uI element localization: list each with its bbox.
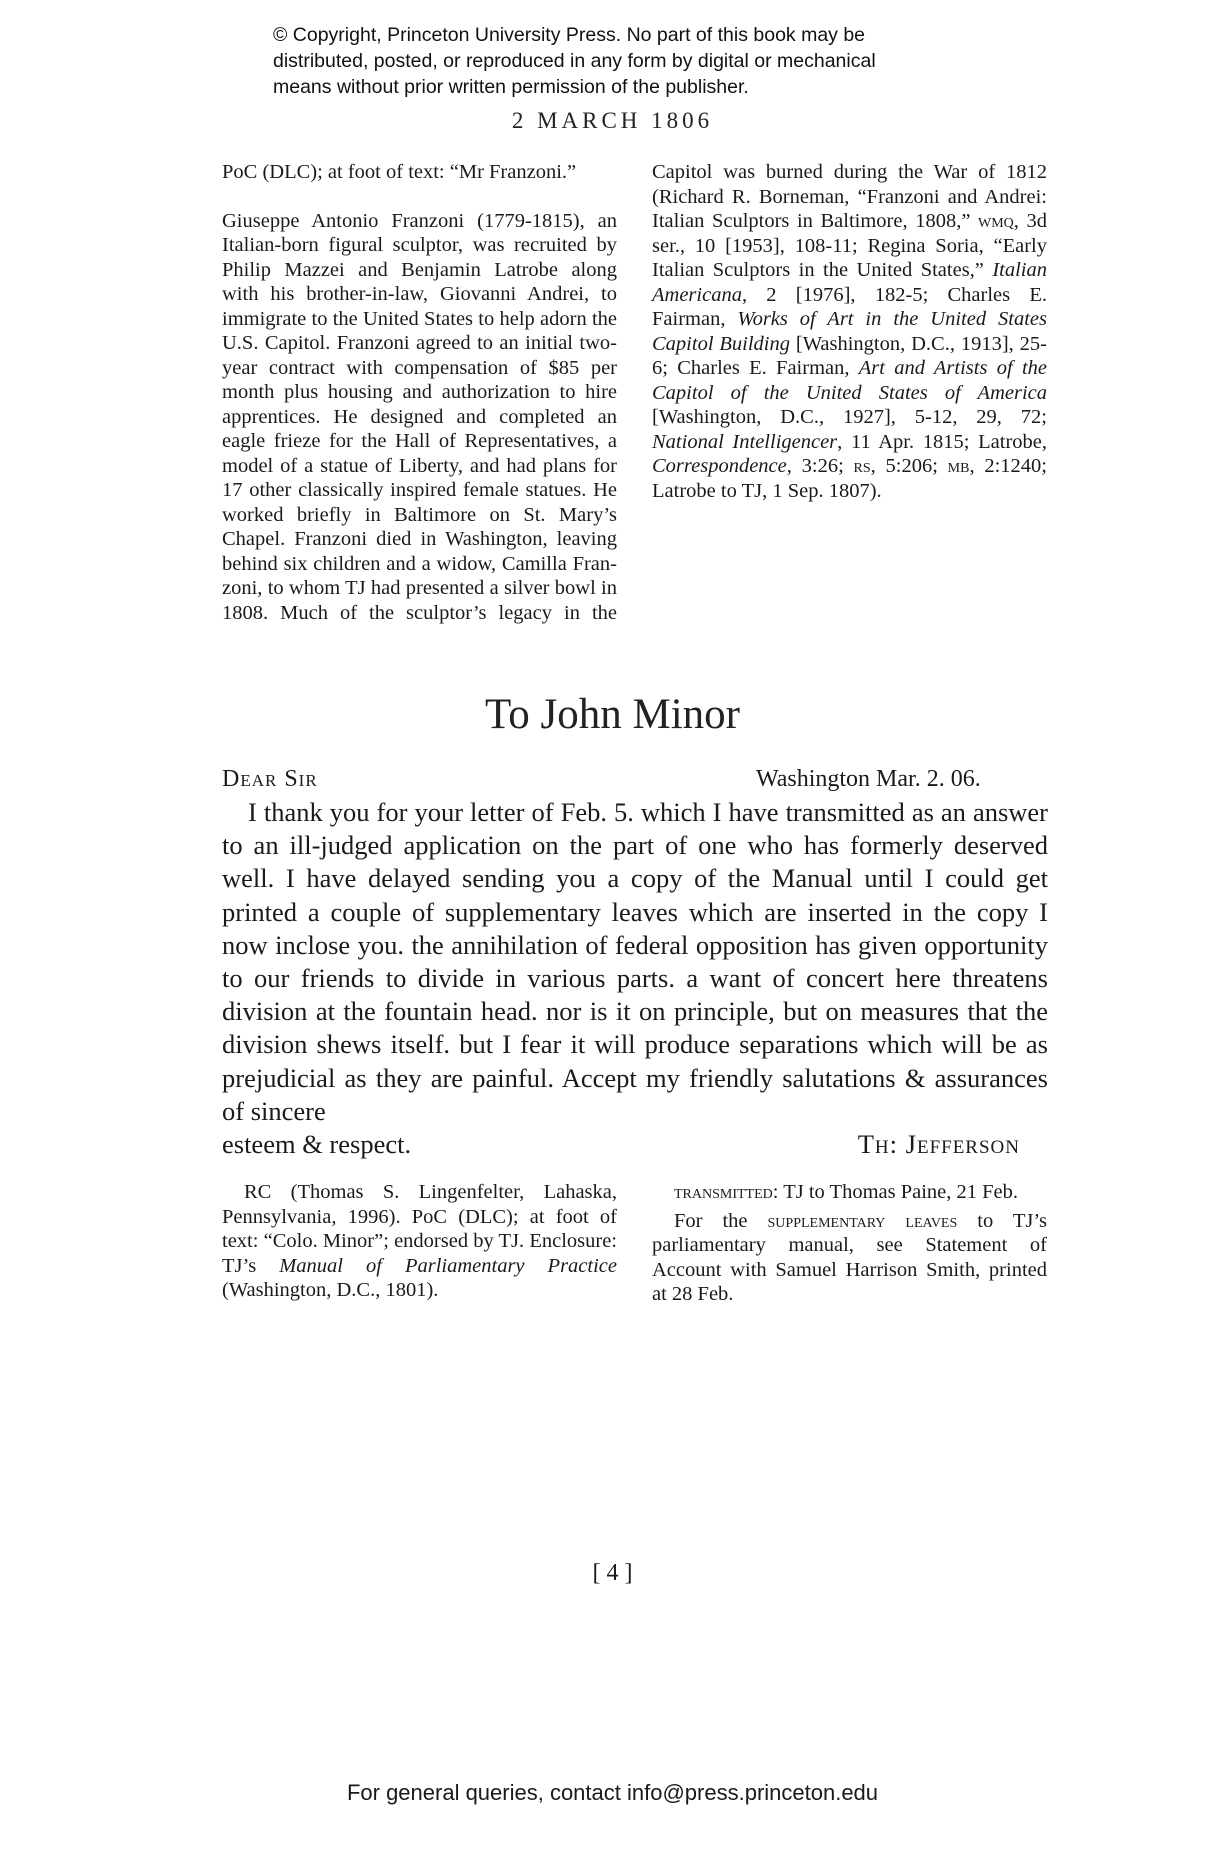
letter-closing: esteem & respect.	[222, 1129, 412, 1160]
bio-text-5: [Washington, D.C., 1927], 5-12, 29, 72;	[652, 406, 1047, 428]
bio-text-8: , 5:206;	[870, 455, 948, 477]
copyright-notice	[273, 22, 973, 100]
letter-salutation: Dear Sir	[222, 766, 318, 792]
letter-source-note	[222, 1180, 617, 1303]
source-text-1: RC (Thomas S. Lingenfelter, Lahaska, Pennsylvania, 1996). PoC (DLC); at foot of text: “Colo. Minor”; endorsed by TJ. Enclosure: TJ’s	[222, 1181, 617, 1277]
rs-abbrev: rs	[853, 455, 871, 477]
supplementary-note	[652, 1209, 1047, 1307]
transmitted-note	[652, 1180, 1047, 1205]
bio-text-1: Giuseppe Antonio Franzoni (1779-1815), an Italian-born figural sculptor, was recruited by Philip Mazzei and Benjamin Latrobe along with his brother-in-law, Giovanni Andrei, to immigrate to the United States to help adorn the U.S. Capitol. Franzoni agreed to an initial two-year contract with compensation of $85 per month plus housing and authorization to hire apprentices. He designed and completed an eagle frieze for the Hall of Representatives, a model of a statue of Liberty, and had plans for 17 other classically inspired female statues. He worked briefly in Baltimore on St. Mary’s Chapel. Franzoni died in Washington, leaving behind six children and a widow, Camilla Franzoni, to whom TJ had presented a silver bowl in 1808. Much of the sculptor’s legacy in the Capitol was burned during the War of 1812 (Richard R. Borneman, “Franzoni and Andrei: Italian Sculptors in Baltimore, 1808,”	[222, 161, 1047, 624]
correspondence-title: Correspondence	[652, 455, 787, 477]
copyright-line-3: means without prior written permission of the publisher.	[273, 76, 749, 98]
national-intelligencer-title: National Intelligencer	[652, 430, 838, 453]
manual-title: Manual of Parliamentary Practice	[279, 1254, 617, 1277]
source-text-2: (Washington, D.C., 1801).	[222, 1279, 439, 1301]
bio-text-6: , 11 Apr. 1815; Latrobe,	[837, 430, 1048, 453]
supp-label: supplementary leaves	[767, 1209, 958, 1232]
art-and-artists-title: Art and Artists of the Capitol of the United States of America	[652, 357, 1048, 404]
page-number: [ 4 ]	[592, 1560, 633, 1586]
bio-text-2: , 3d ser., 10 [1953], 108-11; Regina Soria, “Early Italian Sculptors in the United States,”	[652, 210, 1047, 281]
letter-signature: Th: Jefferson	[857, 1129, 1020, 1160]
supp-text-1: For the	[674, 1209, 768, 1232]
wmq-abbrev: wmq	[978, 210, 1014, 232]
letter-dateline: Washington Mar. 2. 06.	[756, 766, 981, 792]
footer-contact: For general queries, contact info@press.princeton.edu	[346, 1780, 879, 1805]
letter-text: I thank you for your letter of Feb. 5. which I have transmitted as an answer to an ill-judged application on the part of one who has formerly deserved well. I have delayed sending you a copy of the Manual until I could get printed a couple of supplementary leaves which are inserted in the copy I now inclose you. the annihilation of federal opposition has given opportunity to our friends to divide in various parts. a want of concert here threatens division at the fountain head. nor is it on principle, but on measures that the division shews itself. but I fear it will produce separations which will be as prejudicial as they are painful. Accept my friendly salutations & assurances of sincere	[222, 797, 1048, 1126]
prev-notes-flow	[222, 160, 1047, 630]
prev-source-note: PoC (DLC); at foot of text: “Mr Franzoni.”	[222, 161, 577, 183]
bio-text-9: , 2:1240; Latrobe to TJ, 1 Sep. 1807).	[652, 455, 1047, 502]
bio-text-3: , 2 [1976], 182-5; Charles E. Fairman,	[652, 283, 1047, 330]
copyright-line-1: © Copyright, Princeton University Press. No part of this book may be	[273, 24, 866, 46]
running-head: 2 MARCH 1806	[511, 108, 714, 133]
works-of-art-title: Works of Art in the United States Capitol Building	[652, 308, 1047, 355]
supp-text-2: to TJ’s parliamentary manual, see Statement of Account with Samuel Harrison Smith, printed at 28 Feb.	[652, 1209, 1047, 1305]
franzoni-bio-note	[222, 160, 1047, 630]
letter-notes-right-column	[652, 1180, 1047, 1307]
bio-text-7: , 3:26;	[786, 455, 854, 477]
italian-americana-title: Italian Americana	[652, 259, 1047, 306]
transmitted-text: : TJ to Thomas Paine, 21 Feb.	[772, 1181, 1019, 1203]
letter-title: To John Minor	[485, 691, 740, 738]
letter-closing-line	[222, 1128, 1048, 1161]
mb-abbrev: mb	[947, 455, 970, 477]
letter-body	[222, 796, 1048, 1161]
copyright-line-2: distributed, posted, or reproduced in any form by digital or mechanical	[273, 50, 876, 72]
letter-notes-left-column	[222, 1180, 617, 1303]
bio-text-4: [Washington, D.C., 1913], 25-6; Charles E. Fairman,	[652, 332, 1047, 379]
transmitted-label: transmitted	[674, 1181, 773, 1203]
